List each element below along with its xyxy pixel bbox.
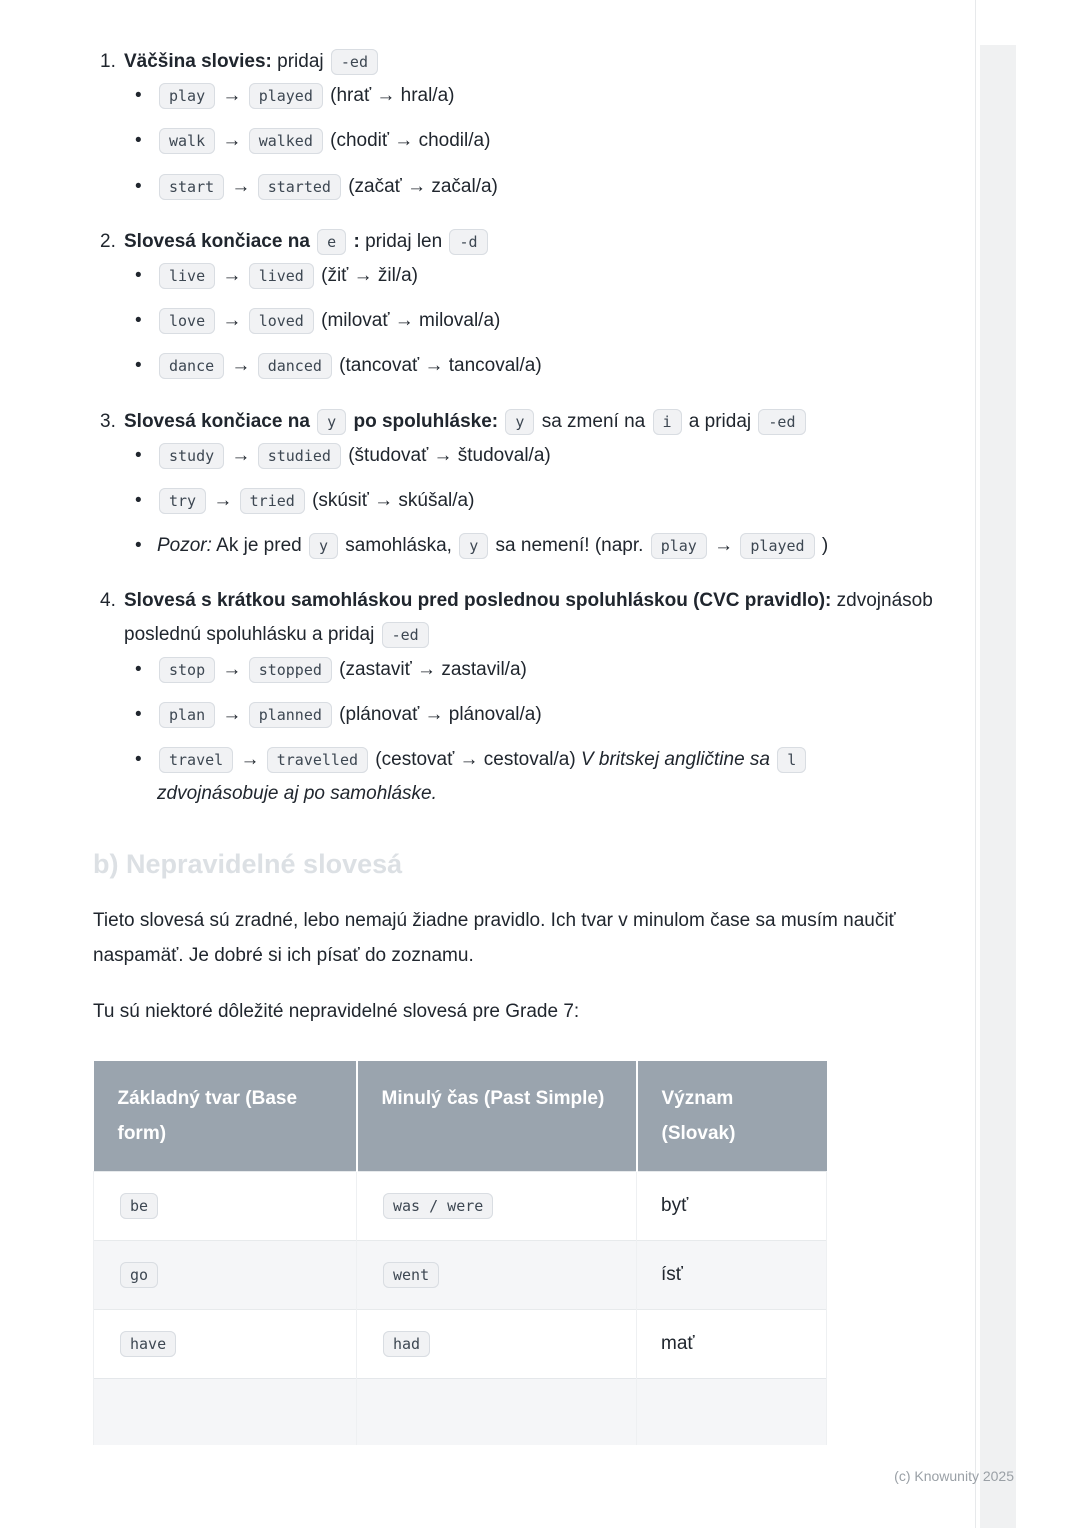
text-run — [310, 411, 315, 432]
code-chip: love — [159, 308, 215, 334]
irregular-verbs-intro: Tieto slovesá sú zradné, lebo nemajú žiadne pravidlo. Ich tvar v minulom čase sa musím naučiť naspamäť. Je dobré si ich písať do zoznamu. — [93, 910, 896, 966]
meaning-cell — [637, 1379, 827, 1445]
copyright-watermark: (c) Knowunity 2025 — [894, 1468, 1014, 1484]
example-item — [135, 304, 933, 338]
header-past-simple: Minulý čas (Past Simple) — [357, 1061, 637, 1172]
text-run: → — [208, 489, 238, 511]
rule-heading — [124, 584, 933, 652]
code-chip: be — [120, 1193, 158, 1219]
code-chip: loved — [249, 308, 314, 334]
past-simple-cell — [357, 1379, 637, 1445]
code-chip: walk — [159, 128, 215, 154]
code-chip: danced — [258, 353, 332, 379]
text-run: (hrať → hral/a) — [324, 85, 455, 107]
past-simple-cell — [357, 1310, 637, 1379]
code-chip: stopped — [249, 657, 332, 683]
code-chip: studied — [258, 443, 341, 469]
rule-examples — [135, 79, 933, 204]
meaning-cell: ísť — [637, 1241, 827, 1310]
code-chip: study — [159, 443, 224, 469]
text-run: → — [217, 658, 247, 680]
code-chip: y — [317, 409, 346, 435]
code-chip: l — [777, 747, 806, 773]
base-form-cell — [94, 1241, 357, 1310]
code-chip: i — [653, 409, 682, 435]
code-chip: e — [317, 229, 346, 255]
text-run: (žiť → žil/a) — [315, 264, 418, 286]
bold-text: Väčšina slovies: — [124, 51, 272, 72]
irregular-verbs-table — [93, 1061, 827, 1445]
text-run — [498, 411, 503, 432]
code-chip: stop — [159, 657, 215, 683]
content-edge-divider — [975, 0, 976, 1528]
code-chip: went — [383, 1262, 439, 1288]
rule-number: 2. — [100, 230, 116, 252]
table-row — [94, 1172, 827, 1241]
text-run: → — [217, 703, 247, 725]
text-run: (cestovať → cestoval/a) — [370, 749, 581, 770]
text-run: pridaj len — [359, 230, 448, 252]
text-run: → — [217, 130, 247, 152]
text-run: → — [226, 175, 256, 197]
code-chip: walked — [249, 128, 323, 154]
text-run: → — [217, 310, 247, 332]
text-run: → — [235, 749, 265, 770]
example-item — [135, 484, 933, 518]
past-simple-cell — [357, 1241, 637, 1310]
base-form-cell — [94, 1379, 357, 1445]
past-simple-cell — [357, 1172, 637, 1241]
text-run: (začať → začal/a) — [342, 175, 498, 197]
bold-text: Slovesá s krátkou samohláskou pred poslednou spoluhláskou (CVC pravidlo): — [124, 590, 832, 612]
example-item — [135, 170, 933, 204]
text-run: (milovať → miloval/a) — [315, 310, 501, 332]
text-run: sa zmení na — [536, 410, 651, 432]
example-item — [135, 529, 933, 563]
code-chip: -ed — [758, 409, 805, 435]
code-chip: -ed — [382, 622, 429, 648]
text-run: a pridaj — [683, 410, 757, 432]
section-heading-irregular-verbs: b) Nepravidelné slovesá — [93, 849, 403, 880]
rule-verbs-ending-e — [100, 225, 933, 384]
text-run: → — [708, 535, 739, 557]
italic-text: zdvojnásobuje aj po samohláske. — [157, 783, 437, 805]
text-run: samohláska, — [340, 535, 458, 557]
rule-heading — [124, 405, 933, 439]
code-chip: play — [159, 83, 215, 109]
code-chip: have — [120, 1331, 176, 1357]
example-item — [135, 653, 933, 687]
rule-heading-row — [100, 45, 933, 79]
rule-cvc — [100, 584, 933, 811]
text-run: (študovať → študoval/a) — [342, 444, 551, 466]
base-form-cell — [94, 1172, 357, 1241]
bold-text: Slovesá končiace na — [124, 230, 310, 252]
code-chip: travelled — [267, 747, 368, 773]
meaning-cell: mať — [637, 1310, 827, 1379]
text-run — [770, 749, 775, 770]
code-chip: start — [159, 174, 224, 200]
code-chip: -d — [449, 229, 487, 255]
meaning-cell: byť — [637, 1172, 827, 1241]
text-run: ) — [816, 535, 829, 557]
code-chip: planned — [249, 702, 332, 728]
code-chip: y — [459, 533, 488, 559]
text-run: sa nemení! (napr. — [490, 535, 649, 557]
rule-most-verbs — [100, 45, 933, 204]
rule-examples — [135, 439, 933, 564]
document-content — [93, 45, 933, 1445]
table-row — [94, 1241, 827, 1310]
example-item — [135, 349, 933, 383]
table-row-partial — [94, 1379, 827, 1445]
table-header-row — [94, 1061, 827, 1172]
text-run: (plánovať → plánoval/a) — [333, 703, 542, 725]
example-item — [135, 79, 933, 113]
example-item — [135, 698, 933, 732]
example-item — [135, 124, 933, 158]
text-run: (zastaviť → zastavil/a) — [333, 658, 527, 680]
rule-heading — [124, 225, 933, 259]
text-run: → — [217, 85, 247, 107]
code-chip: played — [249, 83, 323, 109]
code-chip: go — [120, 1262, 158, 1288]
rule-number: 1. — [100, 51, 116, 72]
bold-text: po spoluhláske: — [353, 410, 499, 432]
bold-text: : — [353, 230, 360, 252]
rule-examples — [135, 653, 933, 812]
code-chip: played — [740, 533, 814, 559]
example-item — [135, 743, 933, 811]
text-run: Ak je pred — [211, 535, 307, 557]
code-chip: live — [159, 263, 215, 289]
text-run: → — [217, 264, 247, 286]
example-item — [135, 439, 933, 473]
rule-heading-row — [100, 225, 933, 259]
code-chip: play — [651, 533, 707, 559]
text-run: → — [226, 355, 256, 377]
code-chip: try — [159, 488, 206, 514]
text-run: (skúsiť → skúšal/a) — [306, 489, 475, 511]
rule-verbs-ending-y — [100, 405, 933, 564]
rules-list — [93, 45, 933, 811]
bold-text: Slovesá končiace na — [124, 410, 310, 432]
code-chip: travel — [159, 747, 233, 773]
scrollbar-track[interactable] — [980, 45, 1016, 1528]
italic-text: Pozor: — [157, 535, 212, 557]
code-chip: was / were — [383, 1193, 493, 1219]
code-chip: tried — [240, 488, 305, 514]
code-chip: plan — [159, 702, 215, 728]
rule-heading-row — [100, 584, 933, 652]
rule-number: 3. — [100, 410, 116, 432]
code-chip: y — [505, 409, 534, 435]
base-form-cell — [94, 1310, 357, 1379]
header-base-form: Základný tvar (Base form) — [94, 1061, 357, 1172]
text-run: pridaj — [271, 51, 329, 72]
rule-examples — [135, 259, 933, 384]
rule-number: 4. — [100, 590, 116, 612]
code-chip: dance — [159, 353, 224, 379]
header-meaning: Význam (Slovak) — [637, 1061, 827, 1172]
text-run: → — [226, 444, 256, 466]
text-run: (tancovať → tancoval/a) — [333, 355, 542, 377]
rule-heading-row — [100, 405, 933, 439]
text-run: zdvojnásob poslednú spoluhlásku a pridaj — [124, 590, 933, 646]
table-row — [94, 1310, 827, 1379]
example-item — [135, 259, 933, 293]
code-chip: -ed — [331, 49, 378, 75]
text-run — [310, 231, 315, 252]
code-chip: started — [258, 174, 341, 200]
code-chip: lived — [249, 263, 314, 289]
rule-heading — [124, 45, 933, 79]
text-run: (chodiť → chodil/a) — [324, 130, 491, 152]
code-chip: y — [309, 533, 338, 559]
code-chip: had — [383, 1331, 430, 1357]
table-intro: Tu sú niektoré dôležité nepravidelné slovesá pre Grade 7: — [93, 1000, 580, 1022]
italic-text: V britskej angličtine sa — [580, 749, 770, 770]
